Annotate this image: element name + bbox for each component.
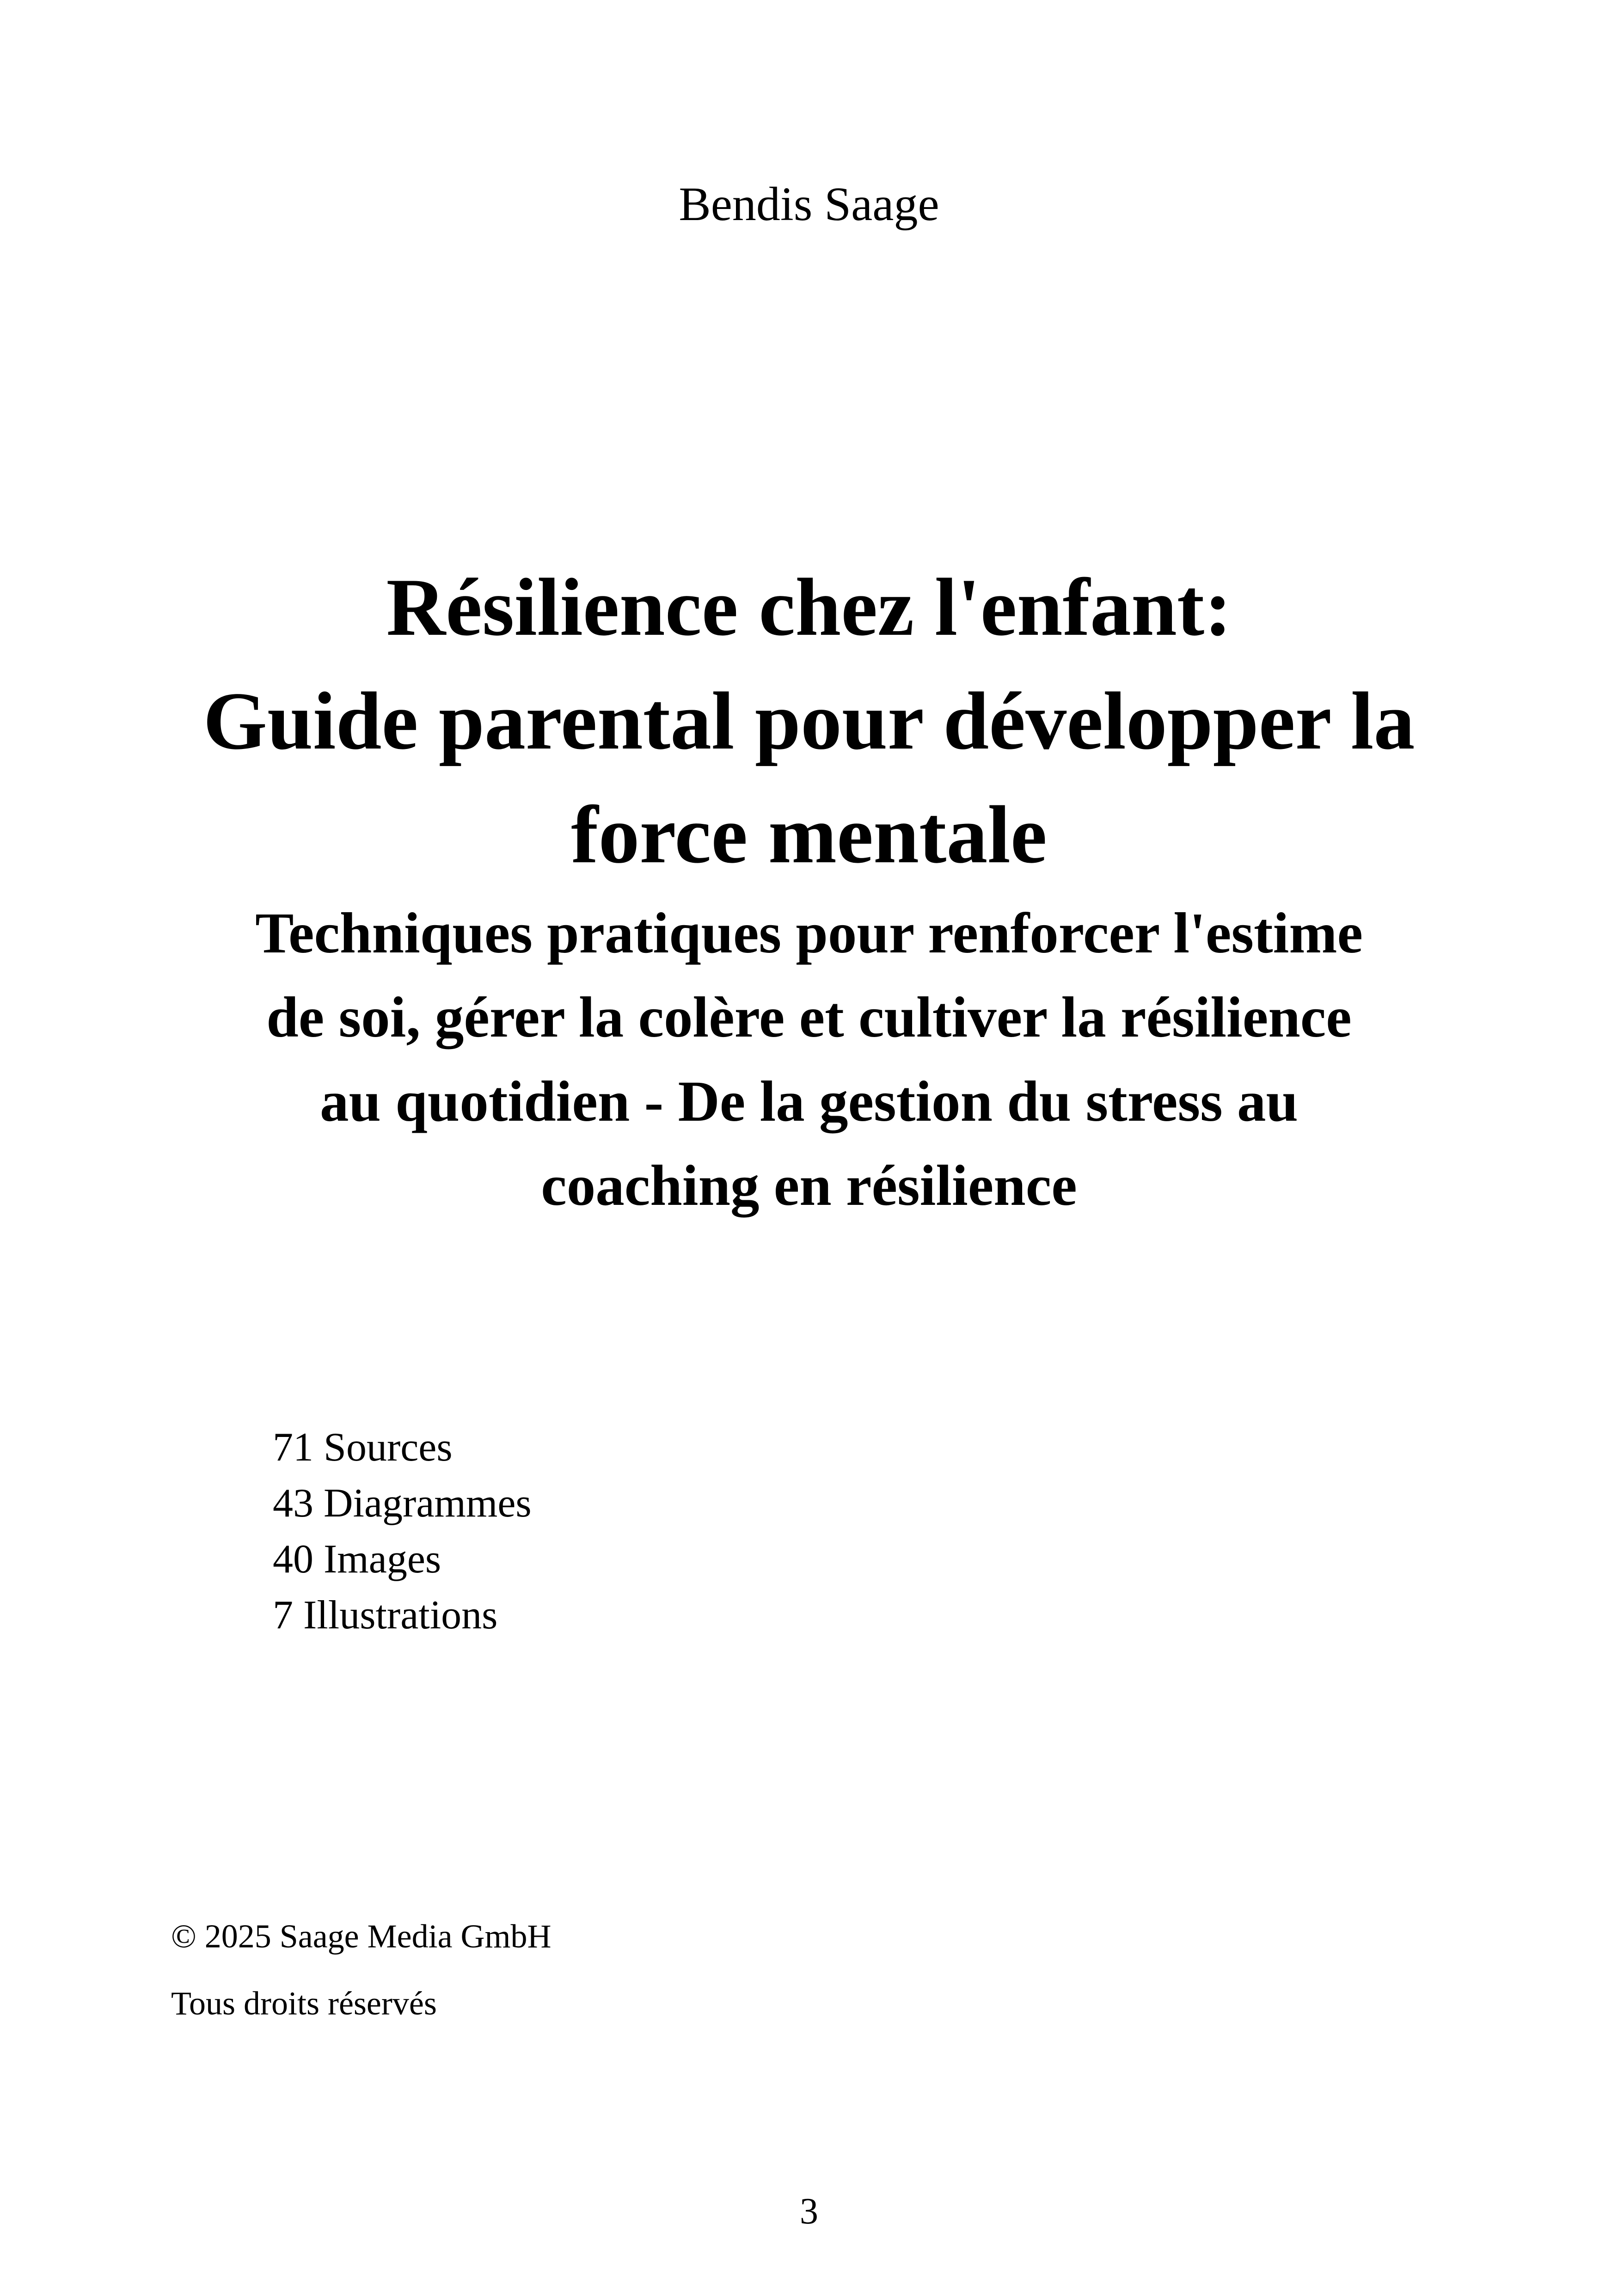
book-title	[116, 550, 1502, 891]
stat-sources: 71 Sources	[273, 1425, 453, 1470]
title-line: Résilience chez l'enfant:	[386, 561, 1232, 653]
stat-images: 40 Images	[273, 1537, 441, 1582]
subtitle-line: Techniques pratiques pour renforcer l'estime	[255, 902, 1363, 965]
title-line: force mentale	[571, 789, 1047, 880]
stat-illustrations: 7 Illustrations	[273, 1593, 498, 1638]
book-subtitle	[116, 891, 1502, 1228]
subtitle-line: au quotidien - De la gestion du stress au	[319, 1070, 1299, 1134]
author-name: Bendis Saage	[679, 178, 939, 231]
subtitle-line: coaching en résilience	[541, 1154, 1077, 1218]
stat-diagrams: 43 Diagrammes	[273, 1481, 532, 1526]
title-block	[116, 550, 1502, 1228]
page-number: 3	[800, 2191, 818, 2232]
copyright-notice: © 2025 Saage Media GmbH	[171, 1918, 552, 1955]
title-line: Guide parental pour développer la	[203, 675, 1415, 767]
content-stats-list	[273, 1419, 532, 1643]
subtitle-line: de soi, gérer la colère et cultiver la résilience	[266, 986, 1352, 1050]
rights-reserved: Tous droits réservés	[171, 1985, 437, 2022]
